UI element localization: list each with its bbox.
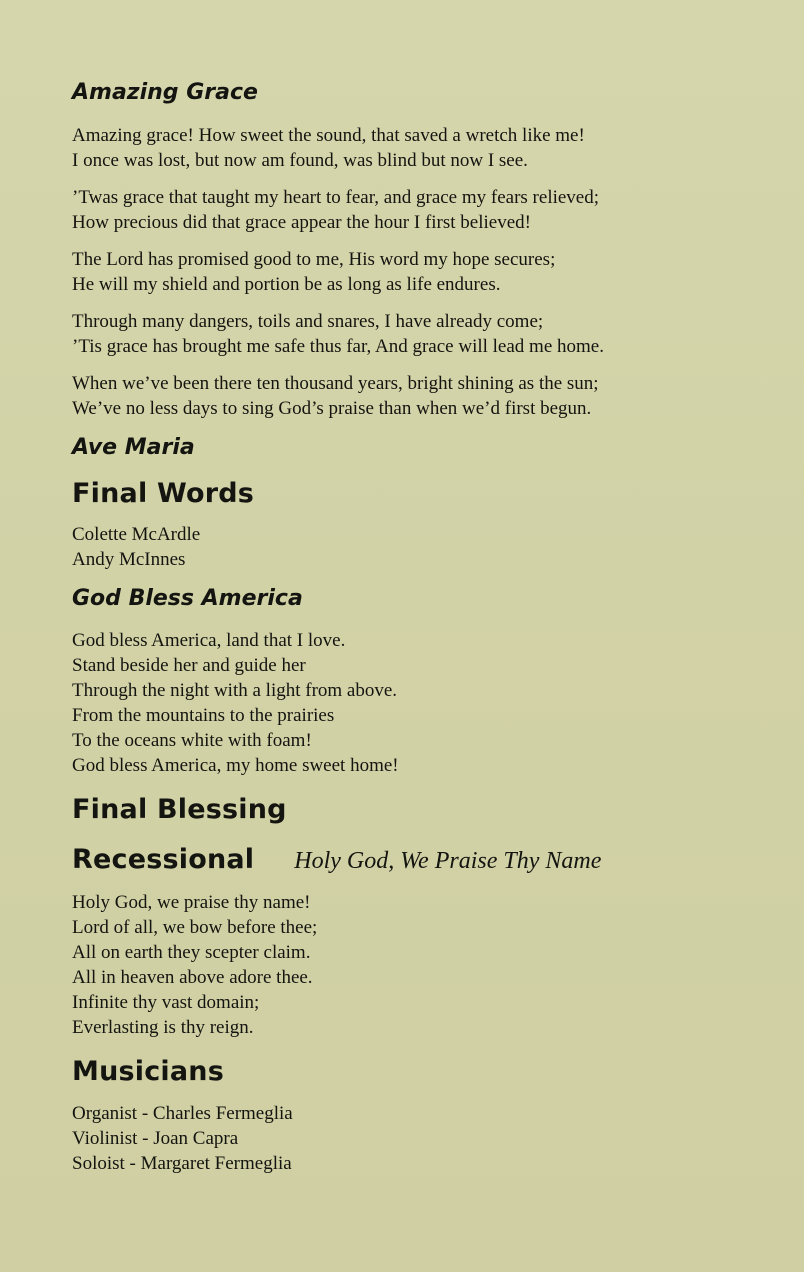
ave-maria-title: Ave Maria [72,435,195,461]
lyric-line: He will my shield and portion be as long as life endures. [72,274,501,296]
lyric-line: God bless America, land that I love. [72,629,346,651]
speaker-name: Andy McInnes [72,549,186,571]
final-words-speakers [72,522,804,572]
lyric-line: ’Twas grace that taught my heart to fear, and grace my fears relieved; [72,187,600,209]
musician-entry: Organist - Charles Fermeglia [72,1102,293,1124]
lyric-line: Stand beside her and guide her [72,654,306,676]
final-blessing-heading: Final Blessing [72,793,287,825]
musicians-list [72,1101,804,1176]
stanza [72,185,804,235]
stanza [72,371,804,421]
speaker-name: Colette McArdle [72,524,201,546]
lyric-line: All in heaven above adore thee. [72,967,313,989]
lyric-line: I once was lost, but now am found, was blind but now I see. [72,150,528,172]
musician-entry: Violinist - Joan Capra [72,1127,239,1149]
lyric-line: Holy God, we praise thy name! [72,892,311,914]
amazing-grace-title: Amazing Grace [72,80,258,105]
musician-entry: Soloist - Margaret Fermeglia [72,1152,292,1174]
stanza [72,123,804,173]
recessional-heading: Recessional [72,843,255,875]
lyric-line: Amazing grace! How sweet the sound, that saved a wretch like me! [72,125,585,147]
stanza [72,309,804,359]
lyric-line: Infinite thy vast domain; [72,992,260,1014]
lyric-line: God bless America, my home sweet home! [72,754,399,776]
lyric-line: Lord of all, we bow before thee; [72,917,318,939]
musicians-heading: Musicians [72,1056,224,1088]
stanza [72,247,804,297]
lyric-line: The Lord has promised good to me, His word my hope secures; [72,249,556,271]
lyric-line: ’Tis grace has brought me safe thus far, And grace will lead me home. [72,336,604,358]
recessional-lyrics [72,890,804,1040]
god-bless-america-lyrics [72,628,804,778]
lyric-line: When we’ve been there ten thousand years, bright shining as the sun; [72,373,599,395]
lyric-line: How precious did that grace appear the hour I first believed! [72,212,531,234]
lyric-line: All on earth they scepter claim. [72,942,311,964]
lyric-line: From the mountains to the prairies [72,704,335,726]
lyric-line: To the oceans white with foam! [72,729,312,751]
recessional-header [72,844,804,876]
lyric-line: Everlasting is thy reign. [72,1017,254,1039]
final-words-heading: Final Words [72,477,255,509]
god-bless-america-title: God Bless America [72,586,303,612]
recessional-hymn-title: Holy God, We Praise Thy Name [294,847,602,874]
lyric-line: We’ve no less days to sing God’s praise than when we’d first begun. [72,398,592,420]
amazing-grace-lyrics [72,123,804,421]
lyric-line: Through the night with a light from above. [72,679,398,701]
lyric-line: Through many dangers, toils and snares, I have already come; [72,311,544,333]
